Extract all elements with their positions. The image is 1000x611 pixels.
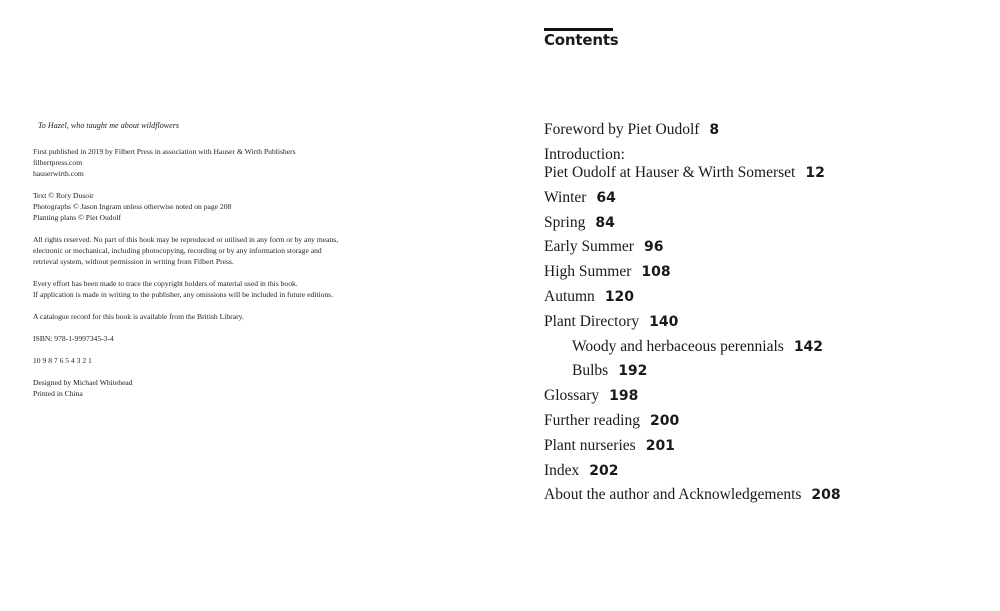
toc-entry-title: Index <box>544 461 580 479</box>
toc-entry-title-line1: Introduction: <box>544 145 625 163</box>
toc-entry-winter[interactable] <box>544 186 984 211</box>
toc-entry-about-author[interactable] <box>544 483 984 508</box>
toc-entry-title: Foreword by Piet Oudolf <box>544 121 700 138</box>
toc-entry-title: Piet Oudolf at Hauser & Wirth Somerset <box>544 163 796 181</box>
toc-entry-bulbs[interactable] <box>544 359 984 384</box>
imprint-block-rights <box>33 234 433 267</box>
imprint-text <box>33 146 433 410</box>
toc-entry-title: Bulbs <box>572 362 609 380</box>
toc-entry-plant-directory[interactable] <box>544 310 984 335</box>
toc-entry-early-summer[interactable] <box>544 235 984 260</box>
toc-entry-title: About the author and Acknowledgements <box>544 486 802 504</box>
toc-entry-title: Early Summer <box>544 238 634 256</box>
toc-entry-title: Further reading <box>544 411 640 429</box>
isbn: ISBN: 978-1-9997345-3-4 <box>33 334 114 343</box>
imprint-line: Printed in China <box>33 389 83 398</box>
toc-entry-title: Winter <box>544 188 587 206</box>
imprint-line: Photographs © Jason Ingram unless otherwise noted on page 208 <box>33 202 232 211</box>
imprint-block-copyright <box>33 190 433 223</box>
imprint-line: retrieval system, without permission in writing from Filbert Press. <box>33 257 234 266</box>
imprint-block-design <box>33 377 433 399</box>
toc-entry-title: Autumn <box>544 287 595 305</box>
imprint-line: A catalogue record for this book is available from the British Library. <box>33 312 244 321</box>
dedication: To Hazel, who taught me about wildflowers <box>38 121 180 130</box>
toc-entry-page: 12 <box>805 164 825 181</box>
toc-entry-page: 64 <box>596 189 616 206</box>
print-line: 10 9 8 7 6 5 4 3 2 1 <box>33 356 92 365</box>
imprint-block-effort <box>33 278 433 300</box>
toc-entry-page: 120 <box>604 288 635 305</box>
toc-entry-page: 140 <box>649 313 679 330</box>
toc-entry-title: Plant Directory <box>544 312 640 330</box>
toc-entry-title: Plant nurseries <box>544 436 636 454</box>
toc-entry-page: 200 <box>649 412 680 429</box>
table-of-contents <box>544 118 984 508</box>
imprint-line: Text © Rory Dusoir <box>33 191 94 200</box>
toc-entry-page: 201 <box>645 437 675 454</box>
toc-entry-title: Spring <box>544 213 586 231</box>
toc-entry-page: 96 <box>643 239 664 256</box>
contents-heading: Contents <box>544 31 619 49</box>
toc-entry-spring[interactable] <box>544 211 984 236</box>
imprint-line: Designed by Michael Whitehead <box>33 378 133 387</box>
toc-entry-further-reading[interactable] <box>544 409 984 434</box>
imprint-line: First published in 2019 by Filbert Press in association with Hauser & Wirth Publishers <box>33 147 296 156</box>
imprint-line: All rights reserved. No part of this book may be reproduced or utilised in any form or by any means, <box>33 235 339 244</box>
imprint-line: hauserwirth.com <box>33 169 84 178</box>
contents-page <box>500 0 1000 611</box>
toc-entry-page: 202 <box>589 462 619 479</box>
toc-entry-autumn[interactable] <box>544 285 984 310</box>
toc-entry-page: 142 <box>793 338 824 355</box>
imprint-block-publisher <box>33 146 433 179</box>
toc-entry-page: 192 <box>618 363 648 380</box>
toc-entry-page: 208 <box>811 487 841 504</box>
toc-entry-page: 108 <box>641 264 671 281</box>
imprint-line: filbertpress.com <box>33 158 83 167</box>
toc-entry-title: Glossary <box>544 387 600 405</box>
toc-entry-introduction[interactable] <box>544 143 984 186</box>
imprint-line: Planting plans © Piet Oudolf <box>33 213 122 222</box>
imprint-line: If application is made in writing to the publisher, any omissions will be included in future editions. <box>33 290 334 299</box>
imprint-block-printline <box>33 355 433 366</box>
imprint-line: Every effort has been made to trace the copyright holders of material used in this book. <box>33 279 298 288</box>
toc-entry-high-summer[interactable] <box>544 260 984 285</box>
toc-entry-index[interactable] <box>544 459 984 484</box>
imprint-line: electronic or mechanical, including photocopying, recording or by any information storage and <box>33 246 322 255</box>
toc-entry-page: 8 <box>709 122 720 138</box>
toc-entry-glossary[interactable] <box>544 384 984 409</box>
toc-entry-title: Woody and herbaceous perennials <box>572 337 784 355</box>
toc-entry-title: High Summer <box>544 263 632 281</box>
toc-entry-foreword[interactable] <box>544 118 984 143</box>
toc-entry-plant-nurseries[interactable] <box>544 434 984 459</box>
toc-entry-page: 84 <box>595 214 615 231</box>
toc-entry-woody-perennials[interactable] <box>544 335 984 360</box>
toc-entry-page: 198 <box>609 388 639 405</box>
imprint-block-catalogue <box>33 311 433 322</box>
imprint-block-isbn <box>33 333 433 344</box>
